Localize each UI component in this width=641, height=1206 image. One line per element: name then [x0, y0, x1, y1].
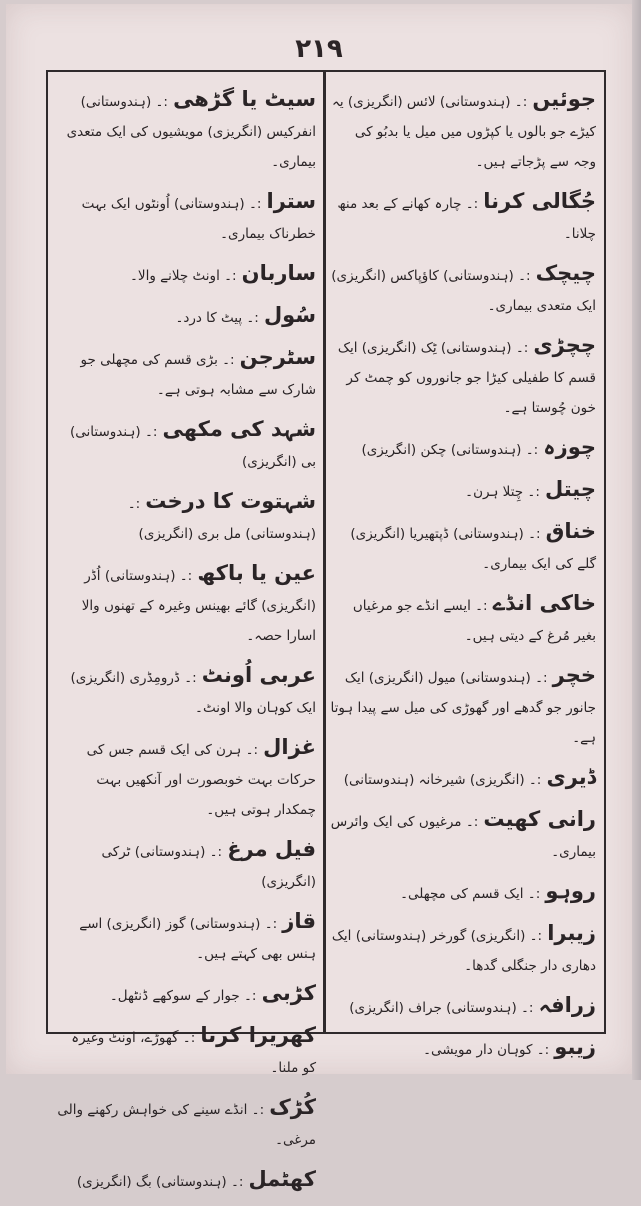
glossary-entry	[330, 516, 596, 579]
entry-term: سترا	[266, 189, 316, 213]
entry-term: شہد کی مکھی	[162, 417, 316, 441]
left-column	[54, 84, 316, 1206]
entry-definition: :۔ (ہندوستانی) چکن (انگریزی)	[361, 442, 539, 458]
entry-term: زیبو	[554, 1035, 596, 1059]
entry-definition: :۔ انڈے سینے کی خواہش رکھنے والی مرغی۔	[57, 1102, 316, 1148]
glossary-entry	[54, 1020, 316, 1083]
entry-definition: :۔ (ہندوستانی) میول (انگریزی) ایک جانور جو گدھے اور گھوڑی کی میل سے پیدا ہوتا ہے۔	[330, 670, 596, 746]
entry-definition: :۔ (ہندوستانی) ٹِک (انگریزی) ایک قسم کا طفیلی کیڑا جو جانوروں کو چمٹ کر خون چُوستا ہے۔	[337, 340, 596, 416]
entry-definition: :۔ گھوڑے، اونٹ وغیرہ کو ملنا۔	[71, 1030, 316, 1076]
entry-definition: :۔ (ہندوستانی) بگ (انگریزی)	[76, 1174, 244, 1190]
entry-term: عربی اُونٹ	[201, 663, 316, 687]
entry-definition: :۔ جوار کے سوکھے ڈنٹھل۔	[109, 988, 257, 1004]
glossary-entry	[54, 1164, 316, 1197]
entry-term: کھٹمل	[248, 1167, 316, 1191]
glossary-entry	[330, 762, 596, 795]
glossary-entry	[54, 1092, 316, 1155]
entry-definition: :۔ (ہندوستانی) ٹرکی (انگریزی)	[101, 844, 316, 890]
entry-term: سیٹ یا گڑھی	[173, 87, 316, 111]
entry-definition: :۔ (ہندوستانی) گوز (انگریزی) اسے ہنس بھی کہتے ہیں۔	[79, 916, 316, 962]
entry-term: خاکی انڈے	[492, 591, 596, 615]
column-divider	[323, 70, 326, 1034]
entry-definition: :۔ ایک قسم کی مچھلی۔	[400, 886, 541, 902]
right-column	[330, 84, 596, 1074]
glossary-entry	[54, 342, 316, 405]
entry-definition: :۔ (ہندوستانی) بی (انگریزی)	[70, 424, 316, 470]
entry-term: چیچک	[535, 261, 596, 285]
glossary-entry	[330, 474, 596, 507]
glossary-entry	[330, 660, 596, 753]
glossary-entry	[54, 300, 316, 333]
entry-definition: :۔ ہرن کی ایک قسم جس کی حرکات بہت خوبصورت اور آنکھیں بہت چمکدار ہوتی ہیں۔	[86, 742, 316, 818]
entry-term: شہتوت کا درخت	[145, 489, 316, 513]
glossary-entry	[54, 84, 316, 177]
entry-term: رانی کھیت	[483, 807, 596, 831]
entry-definition: :۔ (ہندوستانی) مل بری (انگریزی)	[127, 496, 316, 542]
entry-definition: :۔ پیٹ کا درد۔	[175, 310, 259, 326]
entry-definition: :۔ اونٹ چلانے والا۔	[130, 268, 237, 284]
entry-definition: :۔ (انگریزی) شیرخانہ (ہندوستانی)	[343, 772, 542, 788]
entry-definition: :۔ کوہان دار مویشی۔	[423, 1042, 550, 1058]
entry-definition: :۔ (ہندوستانی) لائس (انگریزی) یہ کیڑے جو بالوں یا کپڑوں میں میل یا بدبُو کی وجہ سے پڑجاتے ہیں۔	[331, 94, 596, 170]
glossary-entry	[330, 990, 596, 1023]
glossary-entry	[54, 414, 316, 477]
entry-definition: :۔ ایسے انڈے جو مرغیاں بغیر مُرغ کے دیتی ہیں۔	[352, 598, 596, 644]
glossary-entry	[54, 978, 316, 1011]
entry-term: جُگالی کرنا	[483, 189, 596, 213]
glossary-entry	[330, 1032, 596, 1065]
entry-definition: :۔ (ہندوستانی) جراف (انگریزی)	[349, 1000, 534, 1016]
entry-definition: :۔ (ہندوستانی) ڈپتھیریا (انگریزی) گلے کی ایک بیماری۔	[350, 526, 596, 572]
entry-definition: :۔ (انگریزی) گورخر (ہندوستانی) ایک دھاری دار جنگلی گدھا۔	[331, 928, 596, 974]
entry-term: کھریرا کرنا	[200, 1023, 316, 1047]
entry-definition: :۔ (ہندوستانی) انفرکیس (انگریزی) مویشیوں کی ایک متعدی بیماری۔	[66, 94, 316, 170]
glossary-entry	[330, 432, 596, 465]
entry-term: چیتل	[544, 477, 596, 501]
entry-term: خچر	[552, 663, 596, 687]
entry-definition: :۔ چِتلا ہرن۔	[465, 484, 540, 500]
glossary-entry	[330, 330, 596, 423]
entry-term: غزال	[263, 735, 316, 759]
entry-term: قاز	[282, 909, 316, 933]
page-number: ۲۱۹	[295, 34, 343, 64]
entry-term: کڑبی	[261, 981, 316, 1005]
entry-term: عین یا باکھ	[197, 561, 316, 585]
entry-definition: :۔ (ہندوستانی) اُونٹوں ایک بہت خطرناک بیماری۔	[81, 196, 316, 242]
glossary-entry	[330, 84, 596, 177]
glossary-entry	[54, 834, 316, 897]
glossary-entry	[54, 906, 316, 969]
entry-term: کُڑک	[269, 1095, 316, 1119]
entry-term: چچڑی	[533, 333, 596, 357]
glossary-entry	[54, 732, 316, 825]
book-page	[6, 4, 632, 1191]
entry-term: فیل مرغ	[227, 837, 316, 861]
glossary-entry	[330, 588, 596, 651]
glossary-entry	[54, 486, 316, 549]
entry-term: ساربان	[241, 261, 316, 285]
glossary-entry	[330, 804, 596, 867]
entry-definition: :۔ بڑی قسم کی مچھلی جو شارک سے مشابہ ہوتی ہے۔	[80, 352, 316, 398]
glossary-entry	[54, 186, 316, 249]
entry-definition: :۔ چارہ کھانے کے بعد منھ چلانا۔	[337, 196, 596, 242]
entry-term: زیبرا	[547, 921, 596, 945]
entry-term: جوئیں	[532, 87, 596, 111]
glossary-entry	[330, 258, 596, 321]
entry-definition: :۔ (ہندوستانی) اُڈر (انگریزی) گائے بھینس وغیرہ کے تھنوں والا اسارا حصہ۔	[81, 568, 316, 644]
entry-definition: :۔ مرغیوں کی ایک وائرس بیماری۔	[330, 814, 596, 860]
entry-term: روہو	[545, 879, 596, 903]
glossary-entry	[54, 660, 316, 723]
glossary-entry	[330, 876, 596, 909]
entry-term: زرافہ	[538, 993, 596, 1017]
glossary-entry	[330, 918, 596, 981]
glossary-entry	[54, 258, 316, 291]
entry-term: سٹرجن	[239, 345, 316, 369]
entry-term: خناق	[545, 519, 596, 543]
page-edge	[632, 0, 641, 1080]
entry-term: چوزہ	[543, 435, 596, 459]
entry-term: سُول	[263, 303, 316, 327]
glossary-entry	[54, 558, 316, 651]
glossary-entry	[330, 186, 596, 249]
entry-definition: :۔ (ہندوستانی) کاؤپاکس (انگریزی) ایک متعدی بیماری۔	[331, 268, 596, 314]
entry-term: ڈیری	[546, 765, 596, 789]
entry-definition: :۔ ڈرومِڈری (انگریزی) ایک کوہان والا اونٹ۔	[70, 670, 316, 716]
